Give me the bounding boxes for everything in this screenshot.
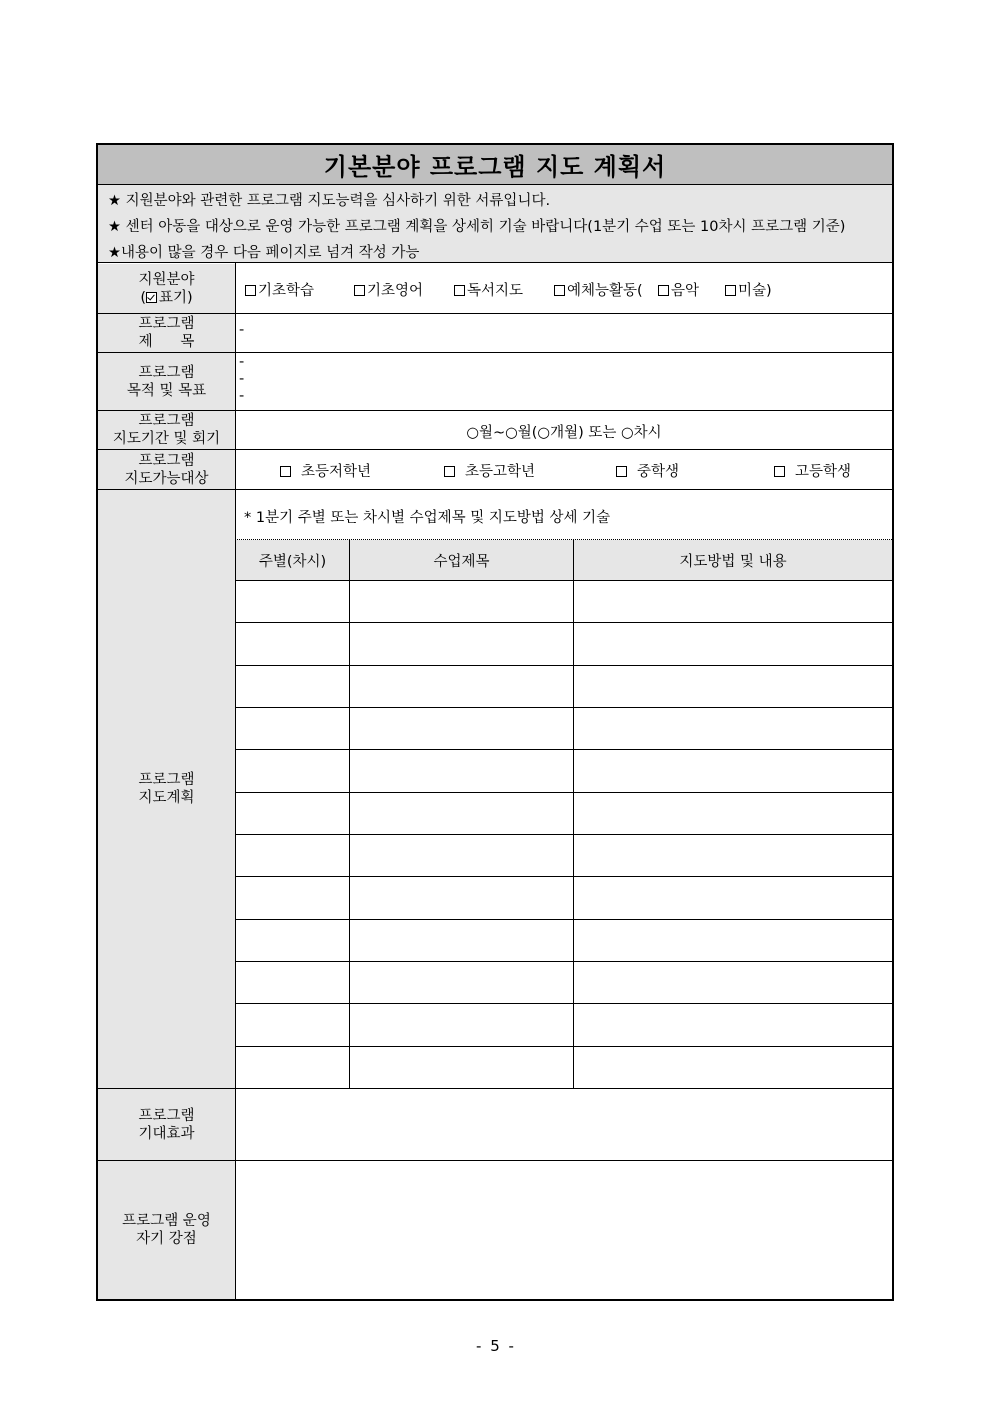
label-line: 프로그램 <box>138 1107 195 1124</box>
target-option-middle-school[interactable] <box>616 460 679 481</box>
label-text: 표기) <box>159 289 193 306</box>
checkbox-icon[interactable] <box>658 285 669 296</box>
checked-box-icon <box>146 292 157 303</box>
support-option-music[interactable] <box>658 279 699 300</box>
option-label: 예체능활동( <box>567 283 643 299</box>
label-line: 프로그램 <box>138 413 195 429</box>
program-title-input[interactable]: - <box>239 322 245 338</box>
row-divider <box>98 410 892 411</box>
checkbox-icon[interactable] <box>454 285 465 296</box>
row-divider <box>98 313 892 314</box>
strengths-label <box>98 1161 235 1299</box>
row-divider <box>98 489 892 490</box>
table-row-divider <box>235 665 892 666</box>
table-row-divider <box>235 1003 892 1004</box>
label-line: 지도기간 및 회기 <box>112 431 221 447</box>
label-line: 자기 강점 <box>136 1231 197 1247</box>
label-line: 기대효과 <box>138 1125 195 1142</box>
row-divider <box>98 352 892 353</box>
label-line: 지원분야 <box>138 271 195 288</box>
program-target-label <box>98 450 235 489</box>
table-row-divider <box>235 876 892 877</box>
expected-effect-label <box>98 1089 235 1160</box>
note-text: 내용이 많을 경우 다음 페이지로 넘겨 작성 가능 <box>121 245 420 261</box>
program-period-label <box>98 411 235 449</box>
support-option-basic-english[interactable] <box>354 279 423 300</box>
support-option-basic-learning[interactable] <box>245 279 314 300</box>
note-1 <box>108 189 550 210</box>
table-row-divider <box>235 919 892 920</box>
checkbox-icon[interactable] <box>554 285 565 296</box>
note-text: 지원분야와 관련한 프로그램 지도능력을 심사하기 위한 서류입니다. <box>121 193 551 209</box>
checkbox-icon[interactable] <box>725 285 736 296</box>
page-number: - 5 - <box>476 1337 516 1355</box>
support-option-art[interactable] <box>725 279 772 300</box>
support-option-reading[interactable] <box>454 279 523 300</box>
column-header-week: 주별(차시) <box>236 540 349 580</box>
label-line: 프로그램 <box>138 772 195 788</box>
option-label: 기초학습 <box>258 283 315 299</box>
program-goal-label <box>98 353 235 410</box>
option-label: 고등학생 <box>795 464 852 480</box>
option-label: 독서지도 <box>467 283 524 299</box>
label-line: 프로그램 <box>138 452 195 469</box>
label-line <box>140 289 192 307</box>
table-row-divider <box>235 707 892 708</box>
program-goal-line-2[interactable]: - <box>239 371 245 387</box>
plan-instruction: * 1분기 주별 또는 차시별 수업제목 및 지도방법 상세 기술 <box>244 510 611 526</box>
option-label: 기초영어 <box>367 283 424 299</box>
table-row-divider <box>235 961 892 962</box>
option-label: 미술) <box>738 283 772 299</box>
checkbox-icon[interactable] <box>280 466 291 477</box>
note-2 <box>108 215 845 236</box>
support-option-arts-sports[interactable] <box>554 279 643 300</box>
checkbox-icon[interactable] <box>444 466 455 477</box>
program-period-value[interactable]: ○월~○월(○개월) 또는 ○차시 <box>466 425 662 441</box>
program-plan-label <box>98 490 235 1088</box>
label-line: 제 목 <box>138 334 195 350</box>
program-goal-line-3[interactable]: - <box>239 388 245 404</box>
label-line: 지도가능대상 <box>124 470 209 487</box>
checkbox-icon[interactable] <box>774 466 785 477</box>
plan-form <box>96 143 894 1301</box>
label-line: 프로그램 <box>138 316 195 332</box>
label-line: 프로그램 <box>138 364 195 381</box>
table-row-divider <box>235 792 892 793</box>
label-line: 목적 및 목표 <box>126 382 207 399</box>
note-text: 센터 아동을 대상으로 운영 가능한 프로그램 계획을 상세히 기술 바랍니다(1분기 수업 또는 10차시 프로그램 기준) <box>121 219 846 235</box>
strengths-input[interactable] <box>236 1161 892 1299</box>
star-icon: ★ <box>108 219 121 235</box>
target-option-lower-elementary[interactable] <box>280 460 371 481</box>
table-top-border <box>235 539 892 540</box>
table-row-divider <box>235 1046 892 1047</box>
form-title: 기본분야 프로그램 지도 계획서 <box>98 145 892 185</box>
checkbox-icon[interactable] <box>616 466 627 477</box>
column-header-class-title: 수업제목 <box>350 540 573 580</box>
support-field-label <box>98 264 235 313</box>
checkbox-icon[interactable] <box>354 285 365 296</box>
target-option-high-school[interactable] <box>774 460 851 481</box>
row-divider <box>98 449 892 450</box>
option-label: 중학생 <box>637 464 680 480</box>
program-title-label <box>98 314 235 352</box>
note-3 <box>108 241 419 262</box>
option-label: 초등고학년 <box>465 464 536 480</box>
table-row-divider <box>235 749 892 750</box>
program-goal-line-1[interactable]: - <box>239 354 245 370</box>
star-icon: ★ <box>108 193 121 209</box>
table-row-divider <box>235 622 892 623</box>
star-icon: ★ <box>108 245 121 261</box>
expected-effect-input[interactable] <box>236 1089 892 1160</box>
paren: ( <box>140 289 146 306</box>
checkbox-icon[interactable] <box>245 285 256 296</box>
label-line: 프로그램 운영 <box>122 1213 211 1229</box>
notes-box <box>98 185 892 263</box>
option-label: 음악 <box>671 283 700 299</box>
label-line: 지도계획 <box>138 790 195 806</box>
column-header-method: 지도방법 및 내용 <box>574 540 892 580</box>
table-header-border <box>235 580 892 581</box>
table-row-divider <box>235 834 892 835</box>
target-option-upper-elementary[interactable] <box>444 460 535 481</box>
option-label: 초등저학년 <box>301 464 372 480</box>
